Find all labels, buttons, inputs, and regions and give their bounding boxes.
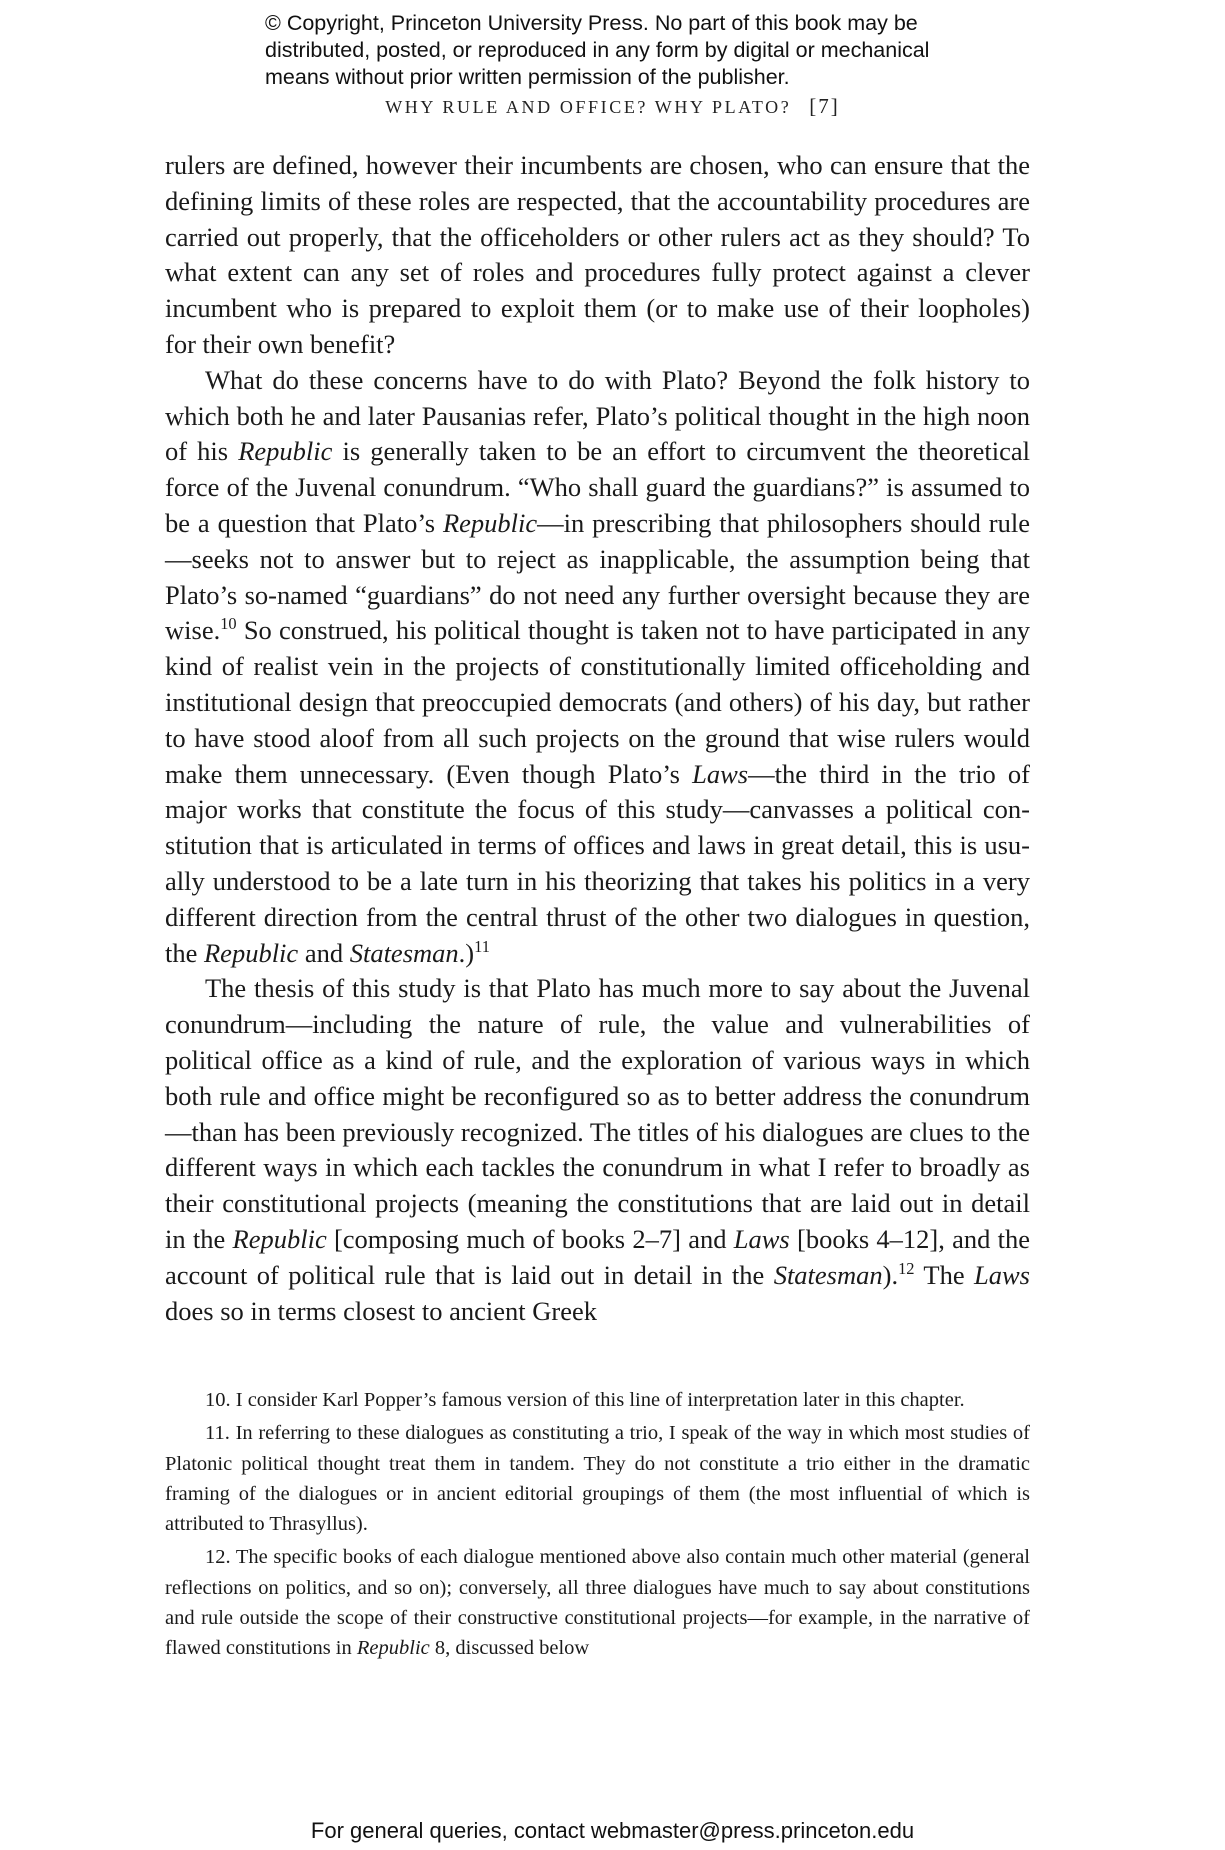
footnote-ref-12[interactable]: 12 (898, 1258, 915, 1278)
copyright-line-1: © Copyright, Princeton University Press. No part of this book may be (265, 11, 918, 35)
paragraph-2-text: is generally taken to be an effort to circumvent the theoretical force of the Juvenal conundrum. “Who shall guard the guardians?” is assumed to be a question that Plato’s (165, 436, 1031, 538)
work-title-republic: Republic (238, 436, 333, 467)
work-title-republic: Republic (204, 937, 299, 968)
paragraph-2-text: .) (458, 937, 475, 968)
paragraph-1: rulers are defined, however their incumbents are chosen, who can ensure that the defining limits of these roles are respected, that the accountability procedures are carried out properly, that the officeholders or other rulers act as they should? To what extent can any set of roles and procedures fully protect against a clever incumbent who is prepared to exploit them (or to make use of their loopholes) for their own benefit? (165, 150, 1030, 359)
running-head-title: WHY RULE AND OFFICE? WHY PLATO? (385, 97, 792, 117)
paragraph-3-text: [composing much of books 2–7] and (326, 1223, 734, 1254)
paragraph-2-text: and (298, 937, 350, 968)
footnote-11: 11. In referring to these dialogues as constituting a trio, I speak of the way in which most studies of Platonic political thought treat them in tandem. They do not constitute a trio either in the dramatic framing of the dialogues or in ancient editorial groupings of them (the most influential of which is attributed to Thrasyllus). (165, 1422, 1030, 1536)
paragraph-2-text: What do these concerns have to do with Plato? Beyond the folk history to which both he and later Pausanias refer, Plato’s political thought in the high noon of his (165, 364, 1030, 467)
work-title-laws: Laws (692, 758, 749, 789)
footnotes (165, 1385, 1030, 1667)
paragraph-3-text: The (914, 1259, 975, 1290)
paragraph-2 (165, 363, 1030, 972)
work-title-republic: Republic (442, 507, 538, 538)
work-title-laws: Laws (733, 1223, 790, 1254)
page-number: [7] (809, 94, 840, 118)
paragraph-3 (165, 971, 1030, 1329)
footnote-12-text: 8, discussed below (429, 1637, 590, 1660)
paragraph-2-text: So construed, his political thought is taken not to have participated in any kind of realist vein in the projects of constitutionally limited officeholding and institutional design that preoccupied democrats (and others) of his day, but rather to have stood aloof from all such projects on the ground that wise rulers would make them unnecessary. (Even though Plato’s (165, 615, 1030, 789)
copyright-line-2: distributed, posted, or reproduced in any form by digital or mechanical (265, 38, 930, 62)
work-title-laws: Laws (974, 1259, 1030, 1290)
paragraph-2-text: —the third in the trio of major works that constitute the focus of this study—canvasses a political constitution that is articulated in terms of offices and laws in great detail, this is usually understood to be a late turn in his theorizing that takes his politics in a very different direction from the central thrust of the other two dialogues in question, the (165, 758, 1030, 968)
footer-contact: For general queries, contact webmaster@press.princeton.edu (310, 1818, 915, 1843)
footnote-12 (165, 1542, 1030, 1663)
paragraph-3-text: [books 4–12], and the account of political rule that is laid out in detail in the (165, 1223, 1030, 1290)
paragraph-2-text: —in prescribing that philosophers should rule—seeks not to answer but to reject as inapplicable, the assumption being that Plato’s so-named “guardians” do not need any further oversight because they are wise. (165, 507, 1030, 646)
paragraph-3-text: does so in terms closest to ancient Greek (165, 1295, 597, 1326)
copyright-line-3: means without prior written permission of the publisher. (265, 65, 790, 89)
paragraph-3-text: ). (882, 1259, 899, 1290)
footnote-10: 10. I consider Karl Popper’s famous version of this line of interpretation later in this chapter. (205, 1389, 965, 1411)
work-title-republic: Republic (232, 1223, 327, 1254)
footnote-12-text: 12. The specific books of each dialogue mentioned above also contain much other material (general reflections on politics, and so on); conversely, all three dialogues have much to say about constitutions and rule outside the scope of their constructive constitutional projects—for example, in the narrative of flawed constitutions in (165, 1546, 1030, 1660)
paragraph-3-text: The thesis of this study is that Plato has much more to say about the Juvenal conundrum—including the nature of rule, the value and vulnerabilities of political office as a kind of rule, and the exploration of various ways in which both rule and office might be reconfigured so as to better address the conundrum—than has been previously recognized. The titles of his dialogues are clues to the different ways in which each tackles the conundrum in what I refer to broadly as their constitutional projects (meaning the constitutions that are laid out in detail in the (165, 973, 1030, 1254)
main-text (165, 148, 1030, 1329)
footnote-ref-11[interactable]: 11 (474, 936, 490, 956)
work-title-statesman: Statesman (349, 937, 459, 968)
footnote-ref-10[interactable]: 10 (220, 614, 237, 634)
running-head (0, 94, 1225, 119)
work-title-statesman: Statesman (773, 1259, 883, 1290)
work-title-republic: Republic (356, 1637, 430, 1660)
copyright-notice (265, 10, 985, 91)
